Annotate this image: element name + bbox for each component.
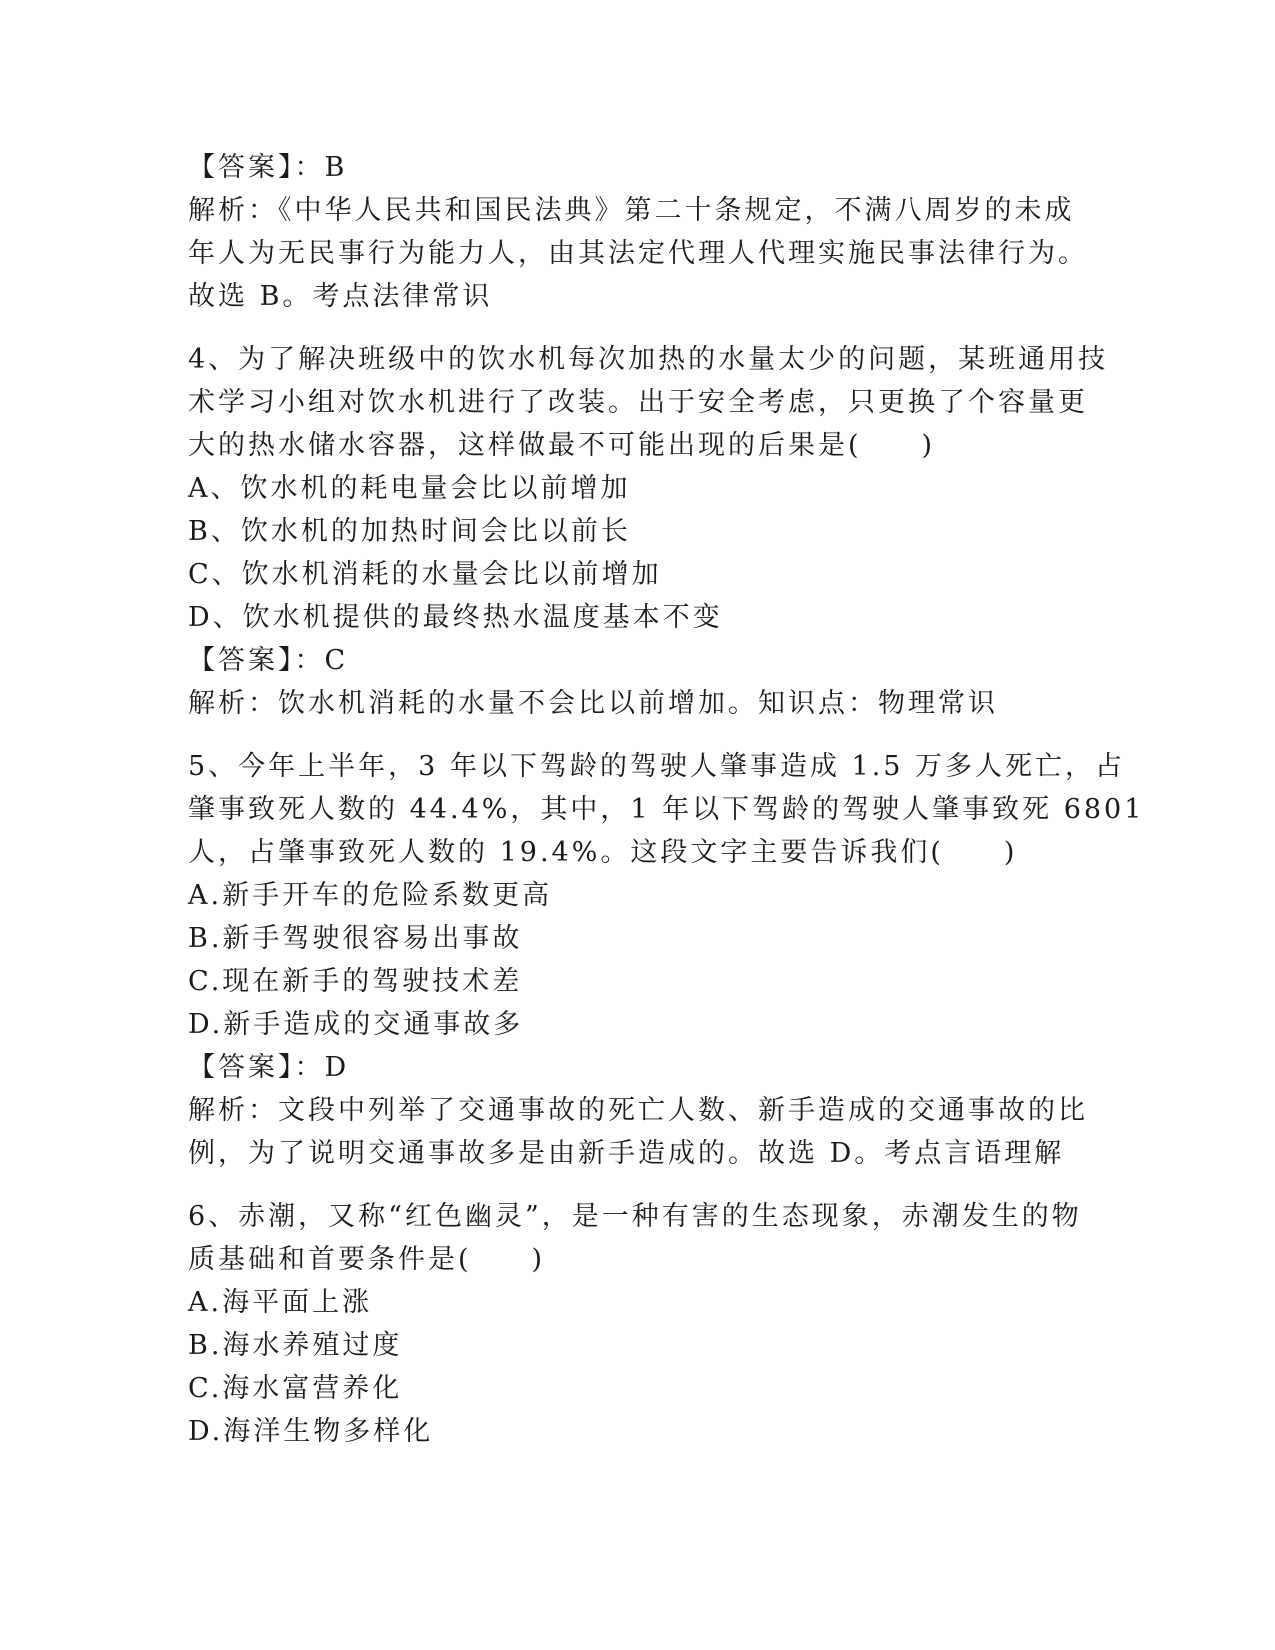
question-4 (188, 338, 1109, 725)
question-stem-line: 4、为了解决班级中的饮水机每次加热的水量太少的问题，某班通用技 (188, 344, 1109, 375)
answer-line: 【答案】：D (188, 1052, 350, 1083)
question-5 (188, 745, 1145, 1175)
option-b: B、饮水机的加热时间会比以前长 (188, 516, 631, 547)
question-6 (188, 1195, 1088, 1453)
question-stem-line: 肇事致死人数的 44.4%，其中，1 年以下驾龄的驾驶人肇事致死 6801 (188, 794, 1145, 825)
question-stem-line: 5、今年上半年，3 年以下驾龄的驾驶人肇事造成 1.5 万多人死亡，占 (188, 751, 1126, 782)
option-c: C.海水富营养化 (188, 1373, 403, 1404)
answer-line: 【答案】：B (188, 152, 348, 183)
question-stem-line: 质基础和首要条件是( ) (188, 1244, 546, 1275)
option-b: B.新手驾驶很容易出事故 (188, 923, 523, 954)
option-b: B.海水养殖过度 (188, 1330, 403, 1361)
analysis-line: 例，为了说明交通事故多是由新手造成的。故选 D。考点言语理解 (188, 1138, 1065, 1169)
option-d: D.新手造成的交通事故多 (188, 1009, 524, 1040)
option-d: D.海洋生物多样化 (188, 1416, 434, 1447)
option-a: A.新手开车的危险系数更高 (188, 880, 553, 911)
question-3-answer-block (188, 146, 1088, 318)
question-stem-line: 人，占肇事致死人数的 19.4%。这段文字主要告诉我们( ) (188, 837, 1018, 868)
option-c: C.现在新手的驾驶技术差 (188, 966, 523, 997)
analysis-line: 解析：《中华人民共和国民法典》第二十条规定，不满八周岁的未成 (188, 195, 1075, 226)
question-stem-line: 6、赤潮，又称“红色幽灵”，是一种有害的生态现象，赤潮发生的物 (188, 1201, 1082, 1232)
analysis-line: 解析：文段中列举了交通事故的死亡人数、新手造成的交通事故的比 (188, 1095, 1088, 1126)
option-a: A、饮水机的耗电量会比以前增加 (188, 473, 631, 504)
option-d: D、饮水机提供的最终热水温度基本不变 (188, 602, 723, 633)
option-c: C、饮水机消耗的水量会比以前增加 (188, 559, 662, 590)
analysis-line: 故选 B。考点法律常识 (188, 281, 493, 312)
question-stem-line: 大的热水储水容器，这样做最不可能出现的后果是( ) (188, 430, 936, 461)
option-a: A.海平面上涨 (188, 1287, 373, 1318)
question-stem-line: 术学习小组对饮水机进行了改装。出于安全考虑，只更换了个容量更 (188, 387, 1088, 418)
analysis-line: 年人为无民事行为能力人，由其法定代理人代理实施民事法律行为。 (188, 238, 1088, 269)
answer-line: 【答案】：C (188, 645, 349, 676)
document-page (188, 146, 1145, 1453)
analysis-line: 解析：饮水机消耗的水量不会比以前增加。知识点：物理常识 (188, 688, 998, 719)
